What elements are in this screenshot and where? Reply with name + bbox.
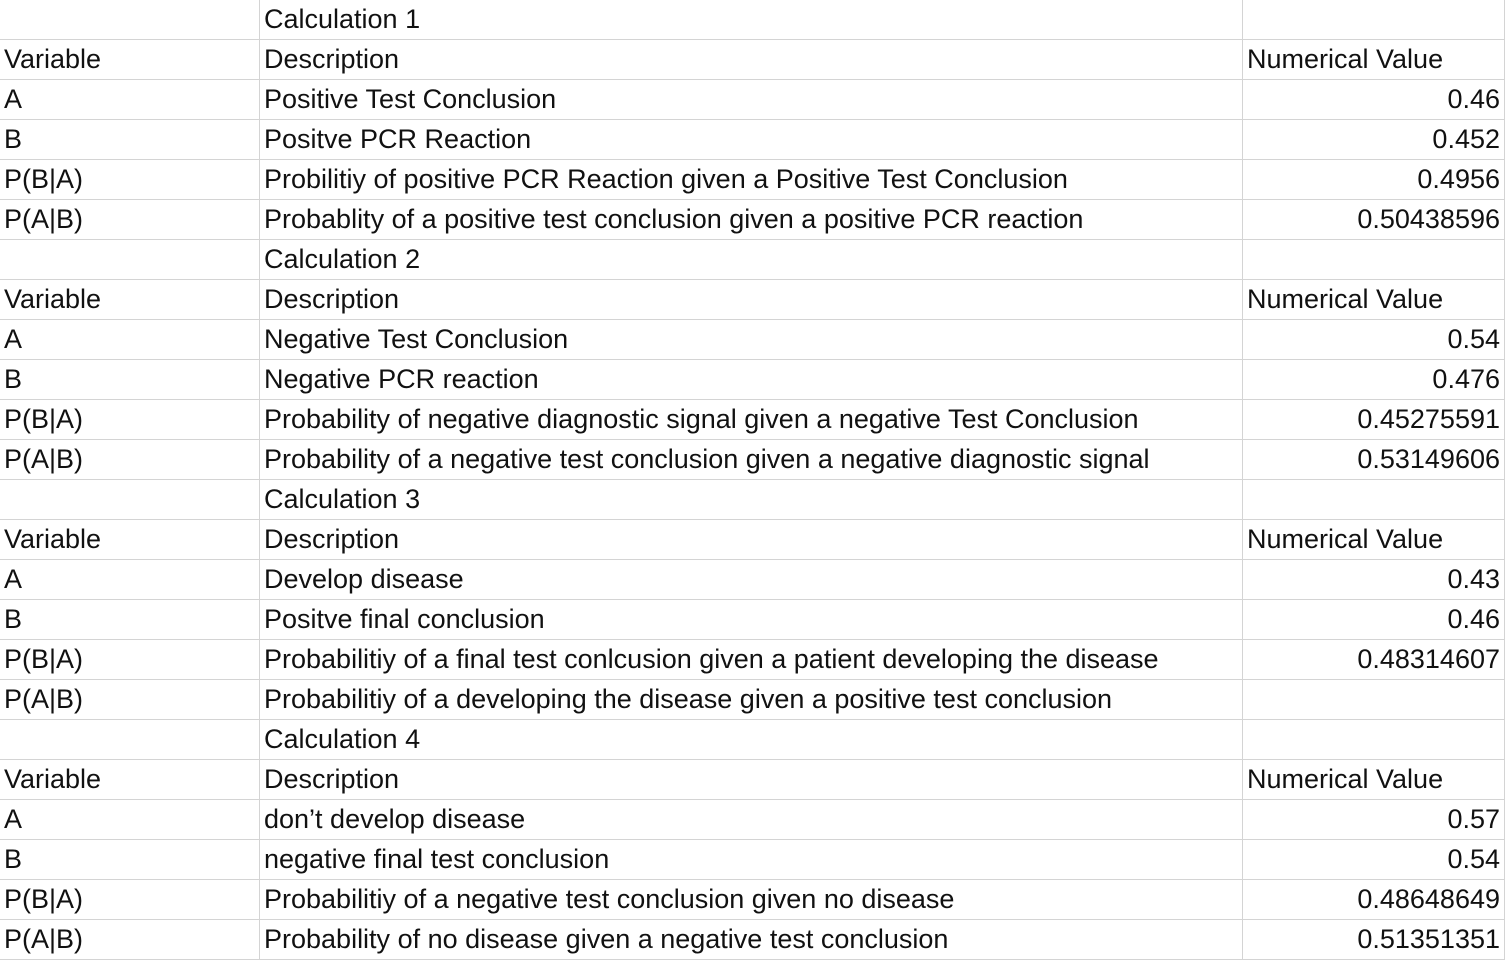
cell[interactable] [1243, 0, 1505, 40]
value-cell[interactable]: 0.45275591 [1243, 400, 1505, 440]
cell[interactable] [0, 720, 260, 760]
section-title[interactable]: Calculation 1 [260, 0, 1243, 40]
header-row [0, 280, 1505, 320]
variable-cell[interactable]: P(A|B) [0, 680, 260, 720]
description-cell[interactable]: Probabilitiy of a negative test conclusion given no disease [260, 880, 1243, 920]
cell[interactable] [0, 240, 260, 280]
header-row [0, 520, 1505, 560]
table-row [0, 920, 1505, 960]
value-cell[interactable]: 0.476 [1243, 360, 1505, 400]
header-variable[interactable]: Variable [0, 520, 260, 560]
header-value[interactable]: Numerical Value [1243, 520, 1505, 560]
description-cell[interactable]: Probabilitiy of a final test conlcusion given a patient developing the disease [260, 640, 1243, 680]
description-cell[interactable]: negative final test conclusion [260, 840, 1243, 880]
section-title[interactable]: Calculation 4 [260, 720, 1243, 760]
variable-cell[interactable]: A [0, 80, 260, 120]
table-row [0, 880, 1505, 920]
variable-cell[interactable]: P(B|A) [0, 160, 260, 200]
section-title[interactable]: Calculation 3 [260, 480, 1243, 520]
header-description[interactable]: Description [260, 520, 1243, 560]
table-row [0, 600, 1505, 640]
cell[interactable] [0, 480, 260, 520]
section-title-row [0, 720, 1505, 760]
value-cell[interactable]: 0.46 [1243, 600, 1505, 640]
variable-cell[interactable]: A [0, 800, 260, 840]
table-row [0, 120, 1505, 160]
description-cell[interactable]: don’t develop disease [260, 800, 1243, 840]
description-cell[interactable]: Positive Test Conclusion [260, 80, 1243, 120]
description-cell[interactable]: Probability of a negative test conclusion given a negative diagnostic signal [260, 440, 1243, 480]
value-cell[interactable]: 0.4956 [1243, 160, 1505, 200]
value-cell[interactable]: 0.46 [1243, 80, 1505, 120]
variable-cell[interactable]: P(A|B) [0, 920, 260, 960]
description-cell[interactable]: Positve final conclusion [260, 600, 1243, 640]
value-cell[interactable]: 0.57 [1243, 800, 1505, 840]
table-row [0, 680, 1505, 720]
header-row [0, 40, 1505, 80]
value-cell[interactable]: 0.50438596 [1243, 200, 1505, 240]
value-cell[interactable]: 0.48314607 [1243, 640, 1505, 680]
description-cell[interactable]: Probilitiy of positive PCR Reaction given a Positive Test Conclusion [260, 160, 1243, 200]
variable-cell[interactable]: B [0, 120, 260, 160]
value-cell[interactable]: 0.51351351 [1243, 920, 1505, 960]
variable-cell[interactable]: A [0, 320, 260, 360]
value-cell[interactable]: 0.452 [1243, 120, 1505, 160]
description-cell[interactable]: Negative Test Conclusion [260, 320, 1243, 360]
header-description[interactable]: Description [260, 280, 1243, 320]
table-row [0, 160, 1505, 200]
section-title-row [0, 480, 1505, 520]
variable-cell[interactable]: B [0, 840, 260, 880]
description-cell[interactable]: Probability of no disease given a negative test conclusion [260, 920, 1243, 960]
description-cell[interactable]: Probability of negative diagnostic signal given a negative Test Conclusion [260, 400, 1243, 440]
value-cell[interactable]: 0.54 [1243, 320, 1505, 360]
value-cell[interactable]: 0.54 [1243, 840, 1505, 880]
table-row [0, 440, 1505, 480]
section-title-row [0, 240, 1505, 280]
table-row [0, 640, 1505, 680]
header-description[interactable]: Description [260, 760, 1243, 800]
cell[interactable] [0, 0, 260, 40]
table-row [0, 200, 1505, 240]
header-variable[interactable]: Variable [0, 40, 260, 80]
header-value[interactable]: Numerical Value [1243, 40, 1505, 80]
table-row [0, 400, 1505, 440]
description-cell[interactable]: Probablity of a positive test conclusion given a positive PCR reaction [260, 200, 1243, 240]
table-row [0, 80, 1505, 120]
cell[interactable] [1243, 240, 1505, 280]
table-row [0, 320, 1505, 360]
section-title[interactable]: Calculation 2 [260, 240, 1243, 280]
value-cell[interactable]: 0.53149606 [1243, 440, 1505, 480]
cell[interactable] [1243, 720, 1505, 760]
variable-cell[interactable]: P(B|A) [0, 640, 260, 680]
description-cell[interactable]: Negative PCR reaction [260, 360, 1243, 400]
variable-cell[interactable]: P(A|B) [0, 200, 260, 240]
header-variable[interactable]: Variable [0, 760, 260, 800]
section-title-row [0, 0, 1505, 40]
value-cell[interactable]: 0.43 [1243, 560, 1505, 600]
variable-cell[interactable]: P(A|B) [0, 440, 260, 480]
cell[interactable] [1243, 480, 1505, 520]
variable-cell[interactable]: P(B|A) [0, 880, 260, 920]
description-cell[interactable]: Develop disease [260, 560, 1243, 600]
header-value[interactable]: Numerical Value [1243, 280, 1505, 320]
value-cell[interactable] [1243, 680, 1505, 720]
variable-cell[interactable]: B [0, 360, 260, 400]
variable-cell[interactable]: P(B|A) [0, 400, 260, 440]
description-cell[interactable]: Positve PCR Reaction [260, 120, 1243, 160]
table-row [0, 840, 1505, 880]
table-row [0, 360, 1505, 400]
variable-cell[interactable]: B [0, 600, 260, 640]
header-description[interactable]: Description [260, 40, 1243, 80]
table-row [0, 800, 1505, 840]
variable-cell[interactable]: A [0, 560, 260, 600]
table-row [0, 560, 1505, 600]
value-cell[interactable]: 0.48648649 [1243, 880, 1505, 920]
header-variable[interactable]: Variable [0, 280, 260, 320]
header-row [0, 760, 1505, 800]
header-value[interactable]: Numerical Value [1243, 760, 1505, 800]
description-cell[interactable]: Probabilitiy of a developing the disease given a positive test conclusion [260, 680, 1243, 720]
